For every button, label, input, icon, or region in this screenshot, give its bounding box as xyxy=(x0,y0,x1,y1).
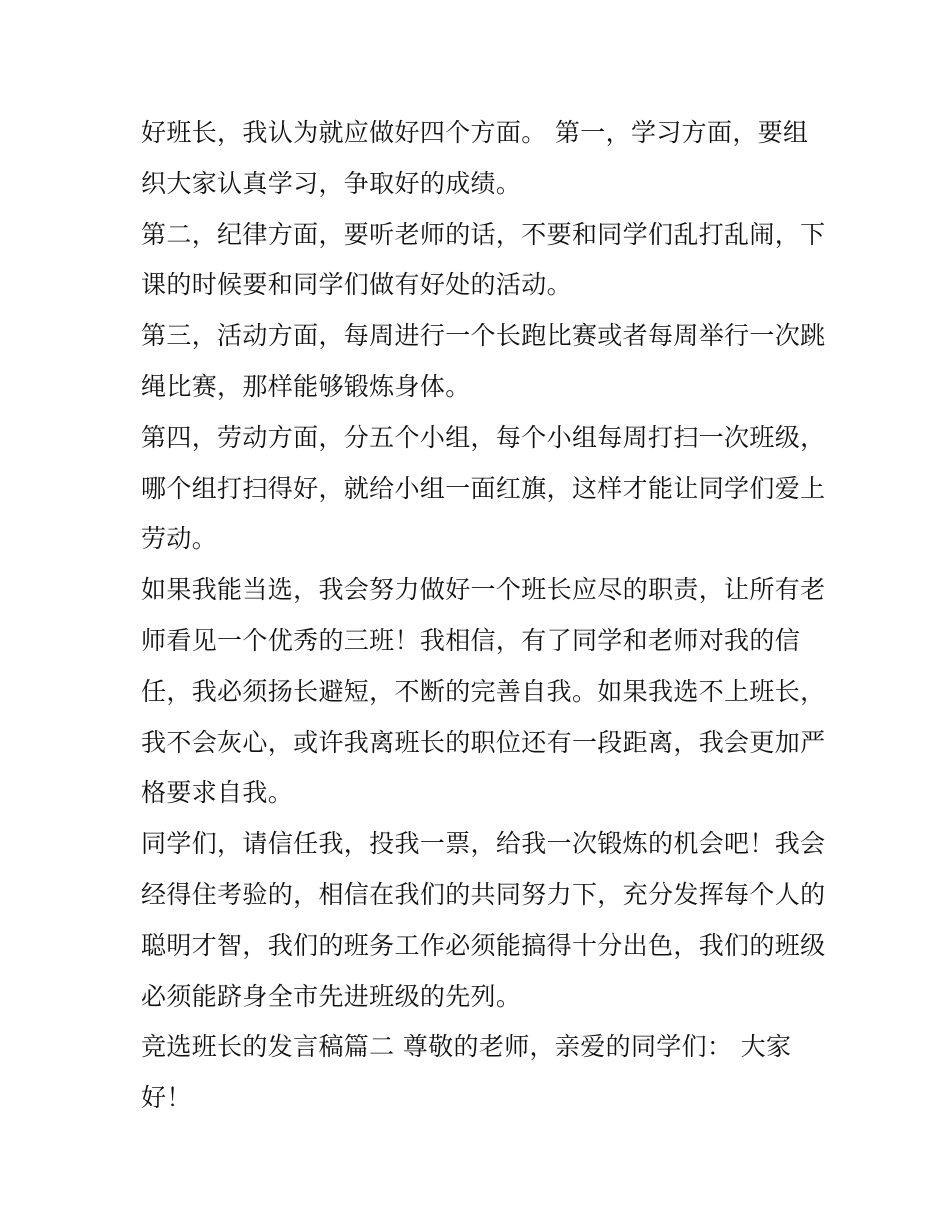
text-line: 哪个组打扫得好，就给小组一面红旗，这样才能让同学们爱上 xyxy=(141,473,826,503)
text-line: 聪明才智，我们的班务工作必须能搞得十分出色，我们的班级 xyxy=(141,930,826,960)
text-line: 师看见一个优秀的三班！我相信，有了同学和老师对我的信 xyxy=(141,625,801,655)
paragraph-4 xyxy=(141,413,826,565)
text-line: 经得住考验的，相信在我们的共同努力下，充分发挥每个人的 xyxy=(141,879,826,909)
text-line: 课的时候要和同学们做有好处的活动。 xyxy=(141,270,572,300)
text-line: 第二，纪律方面，要听老师的话，不要和同学们乱打乱闹，下 xyxy=(141,219,826,249)
paragraph-2 xyxy=(141,210,826,312)
text-line: 第三，活动方面，每周进行一个长跑比赛或者每周举行一次跳 xyxy=(141,321,826,351)
text-line: 同学们，请信任我，投我一票，给我一次锻炼的机会吧！我会 xyxy=(141,829,826,859)
text-line: 劳动。 xyxy=(141,524,218,554)
paragraph-5 xyxy=(141,565,826,819)
text-line: 好！ xyxy=(141,1083,192,1113)
paragraph-1 xyxy=(141,108,821,210)
text-line: 任，我必须扬长避短，不断的完善自我。如果我选不上班长， xyxy=(141,676,826,706)
document-body xyxy=(141,108,826,1124)
text-line: 如果我能当选，我会努力做好一个班长应尽的职责，让所有老 xyxy=(141,575,826,605)
text-line: 第四，劳动方面，分五个小组，每个小组每周打扫一次班级， xyxy=(141,422,826,452)
text-line: 绳比赛，那样能够锻炼身体。 xyxy=(141,371,471,401)
text-line: 织大家认真学习，争取好的成绩。 xyxy=(141,168,522,198)
paragraph-6 xyxy=(141,819,826,1022)
text-line: 我不会灰心，或许我离班长的职位还有一段距离，我会更加严 xyxy=(141,727,826,757)
text-line: 竞选班长的发言稿篇二 尊敬的老师，亲爱的同学们： 大家 xyxy=(141,1032,792,1062)
text-line: 好班长，我认为就应做好四个方面。 第一，学习方面，要组 xyxy=(141,118,809,147)
paragraph-7 xyxy=(141,1022,821,1124)
paragraph-3 xyxy=(141,311,826,413)
text-line: 格要求自我。 xyxy=(141,778,294,808)
text-line: 必须能跻身全市先进班级的先列。 xyxy=(141,981,522,1011)
